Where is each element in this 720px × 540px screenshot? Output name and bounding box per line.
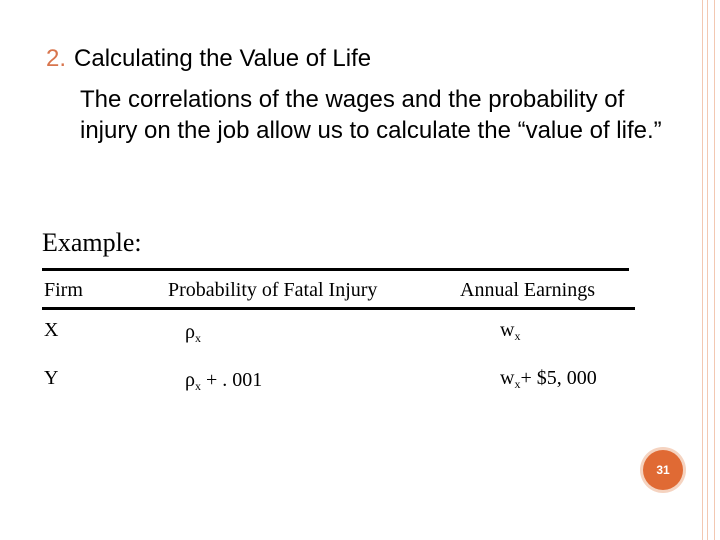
row-x-earnings: $w_x$ bbox=[500, 319, 521, 343]
row-y-firm: Y bbox=[44, 367, 59, 389]
example-label: Example: bbox=[42, 228, 142, 257]
slide-heading bbox=[46, 44, 371, 74]
subscript: x bbox=[194, 331, 201, 345]
rho-symbol: ρ bbox=[185, 321, 195, 343]
row-y-probability: $\rho_x$ + . 001 bbox=[185, 369, 263, 393]
subscript: x bbox=[514, 377, 521, 391]
table-header-rule bbox=[42, 307, 635, 310]
subscript: x bbox=[514, 329, 521, 343]
frame-line bbox=[707, 0, 708, 540]
frame-line bbox=[702, 0, 703, 540]
row-x-firm: X bbox=[44, 319, 59, 341]
rho-symbol: ρ bbox=[185, 369, 195, 391]
row-x-probability bbox=[185, 320, 201, 350]
slide-body: The correlations of the wages and the probability of injury on the job allow us to calculate the “value of life.” bbox=[80, 86, 662, 144]
header-earnings: Annual Earnings bbox=[460, 279, 595, 301]
header-probability: Probability of Fatal Injury bbox=[168, 279, 378, 301]
frame-line bbox=[714, 0, 715, 540]
heading-number: 2. bbox=[46, 45, 67, 72]
slide-title: Calculating the Value of Life bbox=[74, 45, 372, 72]
subscript: x bbox=[194, 379, 201, 393]
page-number-badge: 31 bbox=[643, 450, 683, 490]
header-firm: Firm bbox=[44, 279, 83, 301]
row-y-earnings: $w_x+$ $5, 000 bbox=[500, 367, 597, 391]
table-top-rule bbox=[42, 268, 629, 271]
